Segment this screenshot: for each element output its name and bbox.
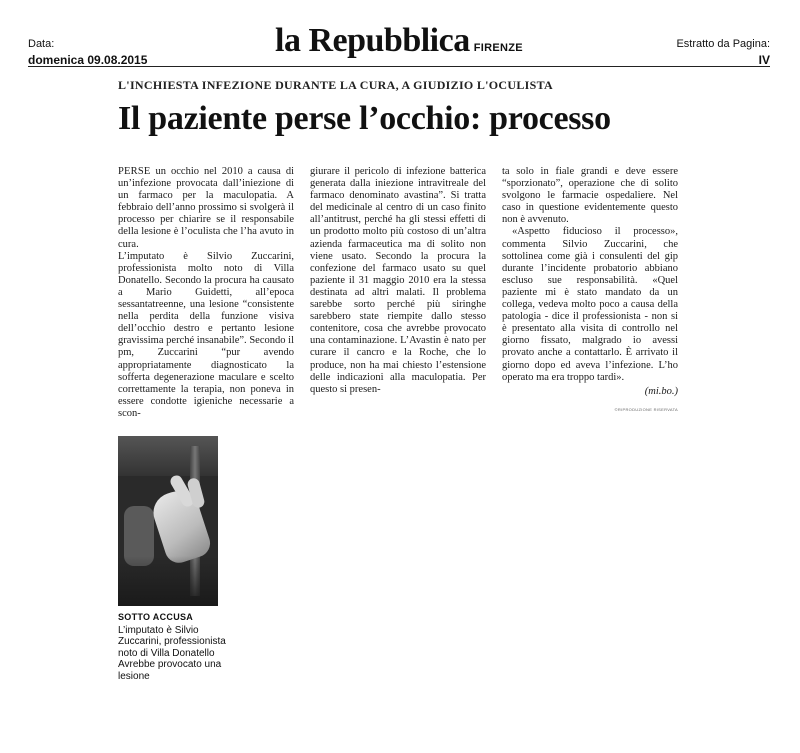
article-photo — [118, 436, 218, 606]
page-number: IV — [758, 53, 770, 67]
article-column-3 — [502, 166, 678, 429]
photo-shadow — [118, 556, 218, 606]
article-column-1 — [118, 166, 294, 429]
photo-caption — [118, 612, 228, 682]
article-column-2 — [310, 166, 486, 429]
header-rule — [28, 66, 770, 67]
date-value: domenica 09.08.2015 — [28, 53, 148, 67]
article-body — [118, 166, 678, 429]
article-paragraph — [118, 166, 294, 251]
caption-title: SOTTO ACCUSA — [118, 612, 194, 622]
copyright-notice: ©RIPRODUZIONE RISERVATA — [614, 406, 678, 412]
article-paragraph: L’imputato è Silvio Zuccarini, professionista molto noto di Villa Donatello. Secondo la procura ha causato a Mario Guidetti, all’epoca sessantatreenne, una lesione “consistente nella perdita della funzione visiva dell’occhio destro e pertanto lesione gravissima perché insanabile”. Secondo il pm, Zuccarini “pur avendo appropriatamente diagnosticato la sofferta degenerazione maculare e scelto correttamente la terapia, non poneva in essere condotte igieniche necessarie a scon- — [118, 250, 294, 419]
article-paragraph: «Aspetto fiducioso il processo», commenta Silvio Zuccarini, che sottolinea come già i consulenti del gip durante l’incidente probatorio abbiano escluso sue responsabilità. «Quel paziente mi è stato mandato da un collega, vedeva molto poco a causa della patologia - dice il professionista - non si è presentato alla visita di controllo nel giorno fissato, malgrado io avessi provato anche a contattarlo. È arrivato il giorno dopo ed aveva l’infezione. L’ho operato ma era troppo tardi». — [502, 226, 678, 383]
paragraph-text: un occhio nel 2010 a causa di un’infezione provocata dall’iniezione di un farmaco per la maculopatia. A febbraio dell’anno prossimo si svolgerà il processo per chiarire se il responsabile della lesione è l’oculista che l’ha avuto in cura. — [118, 166, 294, 250]
caption-text: L’imputato è Silvio Zuccarini, professionista noto di Villa Donatello Avrebbe provocato una lesione — [118, 624, 226, 682]
article-headline: Il paziente perse l’occhio: processo — [118, 100, 611, 137]
lead-word: PERSE — [118, 166, 151, 177]
date-label: Data: — [28, 38, 55, 50]
author-signature: (mi.bo.) — [644, 385, 678, 397]
page-extract-block — [676, 38, 770, 67]
masthead — [275, 22, 523, 60]
article-paragraph: giurare il pericolo di infezione batterica generata dalla iniezione intravitreale del farmaco denominato avastina”. Si tratta del medicinale al centro di un caso finito all’antitrust, perché ha gli stessi effetti di un prodotto molto più costoso di un’altra azienda farmaceutica ma di solito non viene usato. Secondo la procura la confezione del farmaco usato su quel paziente il 31 maggio 2010 era la stessa destinata ad altri malati. Il problema sarebbe sorto perché più siringhe sarebbero state riempite dallo stesso contenitore, cosa che avrebbe provocato una contaminazione. L’Avastin è nato per curare il cancro e la Roche, che lo produce, non ha mai chiesto l’estensione delle indicazioni alla maculopatia. Per questo si presen- — [310, 166, 486, 395]
extract-label: Estratto da Pagina: — [676, 38, 770, 50]
article-paragraph: ta solo in fiale grandi e deve essere “sporzionato”, operazione che di solito svolgono le farmacie ospedaliere. Nel caso in questione evidentemente questo non è avvenuto. — [502, 166, 678, 226]
date-block — [28, 38, 147, 67]
photo-background — [118, 436, 218, 476]
edition-label: FIRENZE — [473, 42, 523, 54]
newspaper-logo: la Repubblica — [275, 22, 470, 59]
article-kicker: L'INCHIESTA INFEZIONE DURANTE LA CURA, A GIUDIZIO L'OCULISTA — [118, 78, 553, 92]
